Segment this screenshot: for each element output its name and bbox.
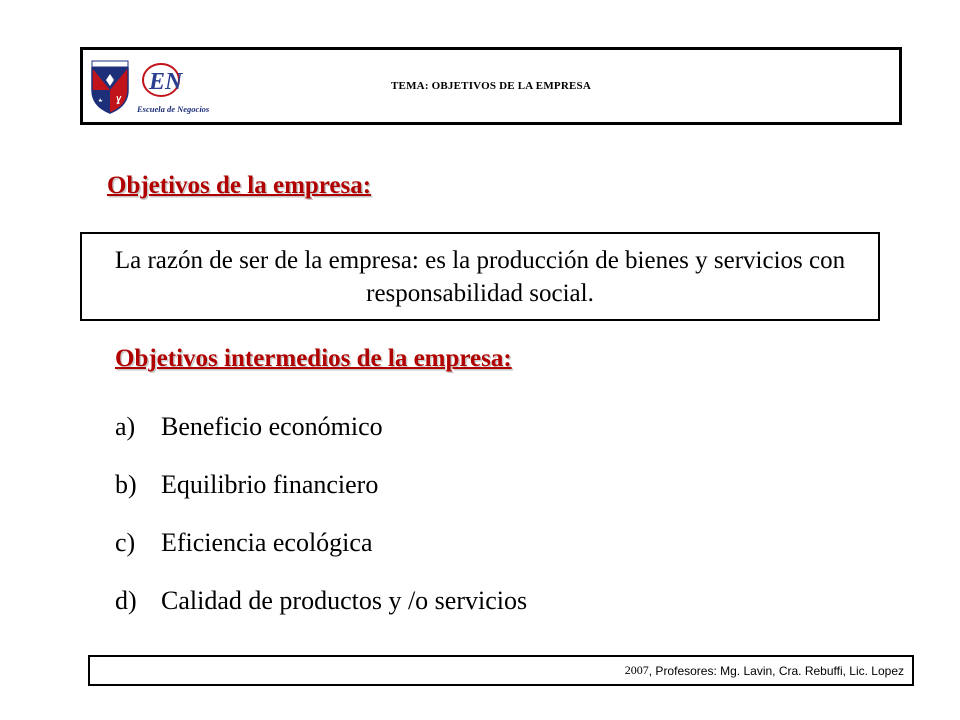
objectives-heading: Objetivos de la empresa: (107, 172, 372, 199)
logo-school-name: Escuela de Negocios (137, 104, 210, 114)
footer-year: 2007 (624, 663, 649, 677)
list-item (115, 579, 527, 637)
list-marker: b) (115, 470, 137, 499)
list-item-text: Equilibrio financiero (161, 470, 379, 499)
slide-topic: TEMA: OBJETIVOS DE LA EMPRESA (391, 80, 591, 92)
definition-text: La razón de ser de la empresa: es la producción de bienes y servicios con responsabilidad social. (114, 246, 846, 307)
list-item (115, 463, 527, 521)
intermediate-objectives-heading: Objetivos intermedios de la empresa: (115, 345, 512, 372)
list-marker: d) (115, 586, 137, 615)
list-item-text: Calidad de productos y /o servicios (161, 586, 528, 615)
list-marker: c) (115, 528, 136, 557)
list-item-text: Beneficio económico (161, 412, 383, 441)
list-item (115, 521, 527, 579)
list-marker: a) (115, 412, 136, 441)
definition-box (80, 232, 880, 321)
intermediate-objectives-list (115, 405, 527, 637)
list-item-text: Eficiencia ecológica (161, 528, 373, 557)
footer-box (88, 655, 914, 686)
footer-credits: , Profesores: Mg. Lavin, Cra. Rebuffi, Lic. Lopez (648, 663, 904, 678)
header-box (80, 47, 902, 125)
list-item (115, 405, 527, 463)
logo-monogram: EN (149, 69, 183, 95)
